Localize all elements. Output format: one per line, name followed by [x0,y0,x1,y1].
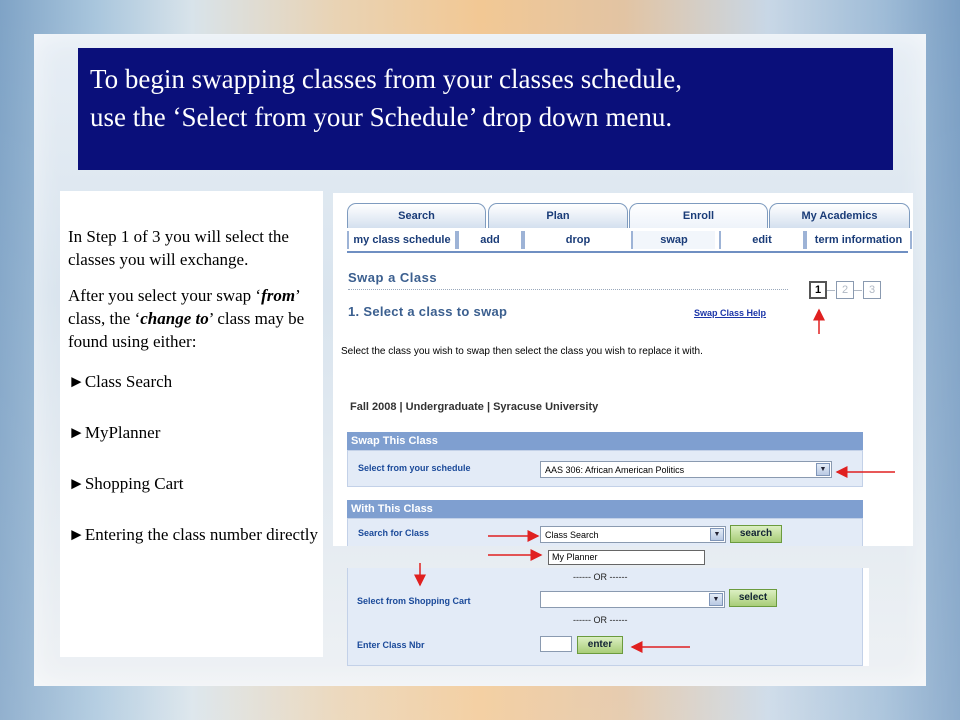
shopping-cart-label: Select from Shopping Cart [357,596,471,606]
subtab-swap[interactable]: swap [633,231,715,249]
with-section-body [347,518,863,546]
with-section-header: With This Class [347,500,863,518]
slide-title-line1: To begin swapping classes from your classes schedule, [90,64,682,94]
page-title: Swap a Class [348,270,438,285]
or-divider-1: ------ OR ------ [573,572,628,582]
bullet-shopping-cart: ►Shopping Cart [68,474,184,493]
slide-title-line2: use the ‘Select from your Schedule’ drop down menu. [90,102,673,132]
sub-tabs [347,229,908,253]
swap-screenshot-lower [347,568,869,666]
tab-plan[interactable]: Plan [488,203,628,228]
subtab-add[interactable]: add [457,231,523,249]
step-title: 1. Select a class to swap [348,304,508,319]
or-divider-2: ------ OR ------ [573,615,628,625]
step-2: 2 [836,281,854,299]
search-button[interactable]: search [730,525,782,543]
schedule-select[interactable]: AAS 306: African American Politics ▼ [540,461,832,478]
class-nbr-input[interactable] [540,636,572,652]
search-for-class-label: Search for Class [358,528,430,538]
bullet-myplanner: ►MyPlanner [68,423,161,442]
subtab-drop[interactable]: drop [523,231,633,249]
swap-section-header: Swap This Class [347,432,863,450]
after-text: After you select your swap ‘from’ class, the ‘change to’ class may be found using either: [68,286,305,351]
dropdown-option-my-planner[interactable]: My Planner [548,550,705,565]
swap-class-help-link[interactable]: Swap Class Help [694,308,767,318]
explanation-panel [60,191,323,657]
tab-my-academics[interactable]: My Academics [769,203,910,228]
bullet-class-search: ►Class Search [68,372,173,391]
step-1: 1 [809,281,827,299]
enter-button[interactable]: enter [577,636,623,654]
subtab-my-class-schedule[interactable]: my class schedule [347,231,457,249]
shopping-cart-select[interactable] [540,591,725,608]
chevron-down-icon[interactable]: ▼ [709,593,723,606]
bullet-class-number: ►Entering the class number directly [68,525,319,544]
schedule-label: Select from your schedule [358,463,471,473]
chevron-down-icon[interactable]: ▼ [710,528,724,541]
slide-title [78,48,893,170]
title-divider [348,289,788,290]
intro-text: In Step 1 of 3 you will select the classes you will exchange. [68,227,289,269]
select-button[interactable]: select [729,589,777,607]
search-type-select[interactable]: Class Search ▼ [540,526,726,543]
tab-search[interactable]: Search [347,203,486,228]
swap-section-body [347,450,863,487]
swap-screenshot [333,193,913,562]
subtab-edit[interactable]: edit [719,231,805,249]
chevron-down-icon[interactable]: ▼ [816,463,830,476]
term-info: Fall 2008 | Undergraduate | Syracuse University [350,401,599,413]
tab-enroll[interactable]: Enroll [629,203,768,228]
instructions: Select the class you wish to swap then select the class you wish to replace it with. [341,346,703,357]
subtab-term-information[interactable]: term information [805,231,912,249]
step-3: 3 [863,281,881,299]
class-nbr-label: Enter Class Nbr [357,640,425,650]
